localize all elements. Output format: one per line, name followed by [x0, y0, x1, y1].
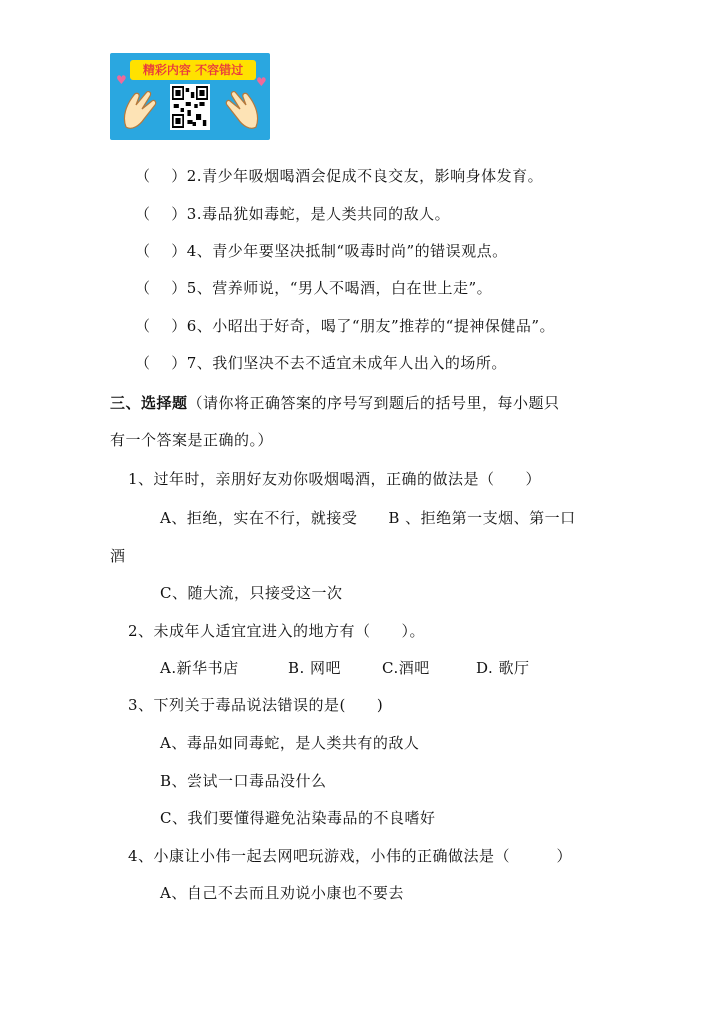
- question-2-option-c: C.酒吧: [382, 659, 430, 677]
- section-3-instruction: （请你将正确答案的序号写到题后的括号里，每小题只: [187, 394, 560, 412]
- heart-icon: ♥: [116, 73, 127, 87]
- question-3-option-a: A、毒品如同毒蛇，是人类共有的敌人: [160, 734, 420, 752]
- question-4-option-a: A、自己不去而且劝说小康也不要去: [160, 884, 404, 902]
- question-1-stem: 1、过年时，亲朋好友劝你吸烟喝酒，正确的做法是（ ）: [128, 470, 542, 488]
- judgement-item-3: （ ）3.毒品犹如毒蛇，是人类共同的敌人。: [135, 205, 451, 223]
- judgement-item-4: （ ）4、青少年要坚决抵制“吸毒时尚”的错误观点。: [135, 242, 508, 260]
- banner-title: 精彩内容 不容错过: [130, 60, 256, 80]
- clapping-hand-icon: [222, 87, 262, 131]
- promo-banner: [110, 53, 270, 140]
- question-3-stem: 3、下列关于毒品说法错误的是( ): [128, 696, 384, 714]
- question-1-options-ab-cont: 酒: [110, 547, 126, 565]
- judgement-item-5: （ ）5、营养师说，“男人不喝酒，白在世上走”。: [135, 279, 493, 297]
- section-3-heading: 三、选择题: [110, 394, 188, 412]
- question-3-option-c: C、我们要懂得避免沾染毒品的不良嗜好: [160, 809, 436, 827]
- question-2-option-b: B. 网吧: [288, 659, 342, 677]
- question-4-stem: 4、小康让小伟一起去网吧玩游戏，小伟的正确做法是（ ）: [128, 847, 573, 865]
- judgement-item-6: （ ）6、小昭出于好奇，喝了“朋友”推荐的“提神保健品”。: [135, 317, 555, 335]
- heart-icon: ♥: [256, 75, 267, 89]
- section-3-instruction-cont: 有一个答案是正确的。）: [110, 431, 274, 449]
- question-2-stem: 2、未成年人适宜宜进入的地方有（ ）。: [128, 622, 426, 640]
- qr-code: [170, 84, 210, 130]
- question-2-option-a: A.新华书店: [160, 659, 239, 677]
- question-1-option-c: C、随大流，只接受这一次: [160, 584, 343, 602]
- judgement-item-2: （ ）2.青少年吸烟喝酒会促成不良交友，影响身体发育。: [135, 167, 544, 185]
- clapping-hand-icon: [120, 87, 160, 131]
- section-3-heading-line: [110, 392, 560, 413]
- judgement-item-7: （ ）7、我们坚决不去不适宜未成年人出入的场所。: [135, 354, 507, 372]
- question-1-options-ab: A、拒绝，实在不行，就接受 B 、拒绝第一支烟、第一口: [160, 509, 576, 527]
- question-2-option-d: D. 歌厅: [476, 659, 530, 677]
- question-3-option-b: B、尝试一口毒品没什么: [160, 772, 327, 790]
